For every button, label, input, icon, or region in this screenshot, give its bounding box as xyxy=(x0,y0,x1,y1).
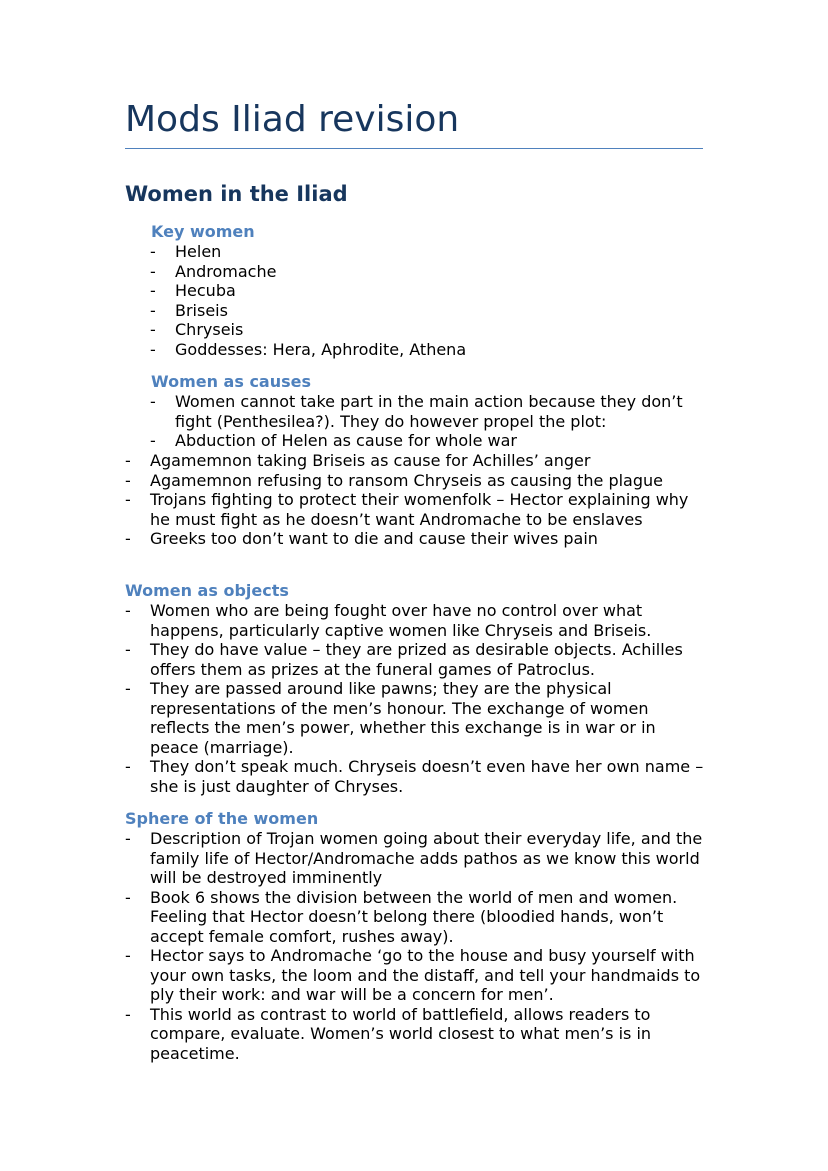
list-item: - Hector says to Andromache ‘go to the house and busy yourself with your own tasks, the loom and the distaff, and tell your handmaids to ply their work: and war will be a concern for men’. xyxy=(125,946,701,1004)
section-heading: Women in the Iliad xyxy=(125,182,348,206)
subheading-key-women: Key women xyxy=(151,222,255,241)
list-item: - Goddesses: Hera, Aphrodite, Athena xyxy=(150,339,467,359)
key-women-list xyxy=(150,242,695,359)
document-title: Mods Iliad revision xyxy=(125,99,460,140)
list-item: - Andromache xyxy=(150,261,277,281)
list-item: - Women cannot take part in the main action because they don’t fight (Penthesilea?). They do however propel the plot: xyxy=(150,392,683,431)
causes-list xyxy=(125,451,705,549)
list-item: - Greeks too don’t want to die and cause their wives pain xyxy=(125,529,598,548)
list-item: - They are passed around like pawns; they are the physical representations of the men’s honour. The exchange of women reflects the men’s power, whether this exchange is in war or in peace (marriage). xyxy=(125,679,656,757)
list-item: - They don’t speak much. Chryseis doesn’t even have her own name – she is just daughter of Chryses. xyxy=(125,757,704,796)
subheading-women-as-causes: Women as causes xyxy=(151,372,312,391)
list-item: - Agamemnon refusing to ransom Chryseis as causing the plague xyxy=(125,470,663,490)
title-underline xyxy=(125,148,703,149)
list-item: - Women who are being fought over have no control over what happens, particularly captive women like Chryseis and Briseis. xyxy=(125,601,652,640)
list-item: - This world as contrast to world of battlefield, allows readers to compare, evaluate. Women’s world closest to what men’s is in peacetime. xyxy=(125,1004,652,1063)
list-item: - They do have value – they are prized as desirable objects. Achilles offers them as prizes at the funeral games of Patroclus. xyxy=(125,640,683,679)
list-item: - Briseis xyxy=(150,300,228,320)
sphere-list xyxy=(125,829,710,1063)
list-item: - Abduction of Helen as cause for whole war xyxy=(150,431,518,450)
list-item: - Hecuba xyxy=(150,281,236,300)
subheading-women-as-objects: Women as objects xyxy=(125,581,289,600)
list-item: - Description of Trojan women going about their everyday life, and the family life of Hector/Andromache adds pathos as we know this world will be destroyed imminently xyxy=(125,829,703,887)
list-item: - Book 6 shows the division between the world of men and women. Feeling that Hector doesn’t belong there (bloodied hands, won’t accept female comfort, rushes away). xyxy=(125,887,678,946)
objects-list xyxy=(125,601,705,796)
causes-nested-list xyxy=(150,392,700,451)
list-item: - Helen xyxy=(150,242,222,261)
subheading-sphere-of-the-women: Sphere of the women xyxy=(125,809,319,828)
list-item: - Agamemnon taking Briseis as cause for Achilles’ anger xyxy=(125,451,591,470)
list-item: - Trojans fighting to protect their womenfolk – Hector explaining why he must fight as he doesn’t want Andromache to be enslaves xyxy=(125,490,689,529)
list-item: - Chryseis xyxy=(150,320,244,339)
